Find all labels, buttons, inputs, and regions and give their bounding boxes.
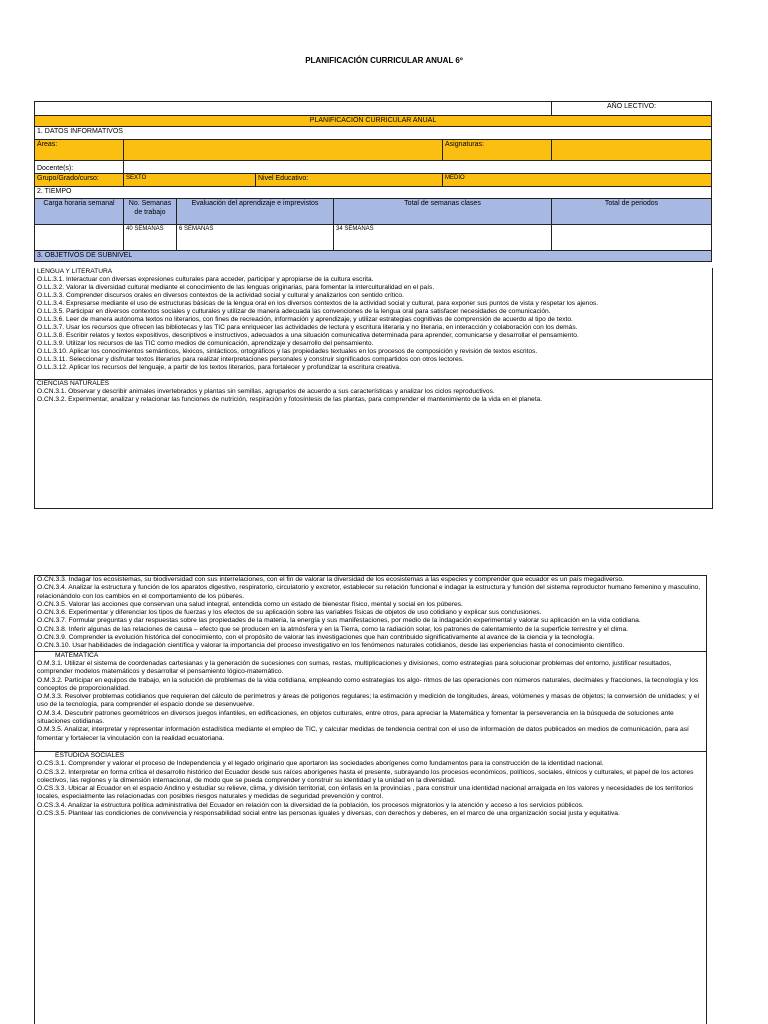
- col-total-semanas: Total de semanas clases: [334, 199, 552, 225]
- sociales-list: [37, 760, 704, 818]
- docente-label: Docente(s):: [35, 161, 124, 174]
- datos-informativos-label: 1. DATOS INFORMATIVOS: [35, 127, 712, 140]
- sociales-objective: O.CS.3.4. Analizar la estructura política administrativa del Ecuador en relación con la diversidad de la población, los procesos migratorios y la atención y acceso a los servicios públicos.: [37, 801, 584, 809]
- lengua-objective: O.LL.3.5. Participar en diversos contextos sociales y culturales y utilizar de manera adecuada las convenciones de la lengua oral para satisfacer necesidades de comunicación.: [37, 308, 551, 315]
- val-semanas-trabajo: 40 SEMANAS: [124, 225, 177, 251]
- areas-value[interactable]: [124, 140, 443, 161]
- col-total-periodos: Total de periodos: [552, 199, 712, 225]
- ciencias-objective: O.CN.3.2. Experimentar, analizar y relacionar las funciones de nutrición, respiración y fotosíntesis de las plantas, para comprender el mantenimiento de la vida en el planeta.: [37, 396, 543, 403]
- matematica-objective: O.M.3.3. Resolver problemas cotidianos que requieran del cálculo de perímetros y áreas de polígonos regulares; la estimación y medición de longitudes, áreas, volúmenes y masas de objetos; la conversión de unidades; y el uso de la tecnología, para comprender el espacio donde se desenvuelve.: [37, 693, 700, 709]
- ciencias-objective: O.CN.3.5. Valorar las acciones que conservan una salud integral, entendida como un estado de bienestar físico, mental y social en los púberes.: [37, 600, 463, 608]
- ciencias-objective: O.CN.3.6. Experimentar y diferenciar los tipos de fuerzas y los efectos de su aplicación sobre las variables físicas de objetos de uso cotidiano y explicar sus conclusiones.: [37, 609, 542, 617]
- lengua-objective: O.LL.3.11. Seleccionar y disfrutar textos literarios para realizar interpretaciones personales y construir significados compartidos con otros lectores.: [37, 356, 464, 363]
- val-total-semanas: 34 SEMANAS: [334, 225, 552, 251]
- sociales-objective: O.CS.3.1. Comprender y valorar el proceso de Independencia y el legado originario que aportaron las sociedades aborígenes como fundamentos para la construcción de la identidad nacional.: [37, 760, 604, 768]
- lengua-objective: O.LL.3.3. Comprender discursos orales en diversos contextos de la actividad social y cultural y analizarlos con sentido crítico.: [37, 292, 404, 299]
- lengua-objective: O.LL.3.10. Aplicar los conocimientos semánticos, léxicos, sintácticos, ortográficos y las propiedades textuales en los procesos de composición y revisión de textos escritos.: [37, 348, 538, 355]
- ciencias-objective: O.CN.3.3. Indagar los ecosistemas, su biodiversidad con sus interrelaciones, con el fin de valorar la diversidad de los ecosistemas a las especies y comprender que ecuador es un país megadiverso.: [37, 576, 624, 583]
- plan-title-bar: PLANIFICACIÓN CURRICULAR ANUAL: [35, 116, 712, 127]
- ciencias-objective: O.CN.3.9. Comprender la evolución histórica del conocimiento, con el propósito de valorar las investigaciones que han contribuido significativamente al avance de la ciencia y la tecnología.: [37, 634, 595, 642]
- docente-value[interactable]: [124, 161, 712, 174]
- grupo-value: SEXTO: [124, 174, 256, 187]
- val-evaluacion: 6 SEMANAS: [177, 225, 334, 251]
- matematica-heading: MATEMÁTICA: [55, 651, 99, 659]
- matematica-objective: O.M.3.4. Descubrir patrones geométricos en diversos juegos infantiles, en edificaciones, en objetos culturales, entre otros, para apreciar la Matemática y fomentar la perseverancia en la búsqueda de soluciones ante situaciones cotidianas.: [37, 709, 674, 726]
- lengua-list: [37, 276, 710, 372]
- datos-table: [34, 101, 712, 262]
- ciencias-heading: CIENCIAS NATURALES: [37, 380, 110, 387]
- anio-lectivo-label: AÑO LECTIVO:: [552, 102, 712, 116]
- ciencias-objective: O.CN.3.8. Inferir algunas de las relaciones de causa – efecto que se producen en la atmósfera y en la Tierra, como la radiación solar, los patrones de calentamiento de la superficie terrestre y el clima.: [37, 625, 629, 633]
- lengua-objective: O.LL.3.7. Usar los recursos que ofrecen las bibliotecas y las TIC para enriquecer las actividades de lectura y escritura literaria y no literaria, en interacción y colaboración con los demás.: [37, 324, 578, 331]
- ciencias-objective: O.CN.3.10. Usar habilidades de indagación científica y valorar la importancia del proceso investigativo en los fenómenos naturales cotidianos, desde las experiencias hasta el conocimiento científico.: [37, 642, 625, 650]
- sociales-objective: O.CS.3.5. Plantear las condiciones de convivencia y responsabilidad social entre las personas iguales y diversas, con derechos y deberes, en el marco de una organización social justa y equitativa.: [37, 810, 620, 818]
- nivel-label: Nivel Educativo:: [256, 174, 443, 187]
- ciencias-list-a: [37, 388, 710, 404]
- col-evaluacion: Evaluación del aprendizaje e imprevistos: [177, 199, 334, 225]
- ciencias-objective: O.CN.3.4. Analizar la estructura y función de los aparatos digestivo, respiratorio, circulatorio y excretor, establecer su relación funcional e indagar la estructura y función del sistema reproductor humano femenino y masculino, relacionándolo con los cambios en el comportamiento de los púberes.: [37, 584, 701, 600]
- ciencias-objective: O.CN.3.7. Formular preguntas y dar respuestas sobre las propiedades de la materia, la energía y sus manifestaciones, por medio de la indagación experimental y valorar su aplicación en la vida cotidiana.: [37, 617, 641, 625]
- sociales-objective: O.CS.3.3. Ubicar al Ecuador en el espacio Andino y estudiar su relieve, clima, y división territorial, con énfasis en la provincias , para construir una identidad nacional arraigada en los valores y necesidades de los territorios locales, especialmente las relacionadas con posibles riesgos naturales y medidas de seguridad prevención y control.: [37, 785, 694, 801]
- val-total-periodos[interactable]: [552, 225, 712, 251]
- grupo-label: Grupo/Grado/curso:: [35, 174, 124, 187]
- lengua-objective: O.LL.3.4. Expresarse mediante el uso de estructuras básicas de la lengua oral en los diversos contextos de la actividad social y cultural, para exponer sus puntos de vista y respetar los ajenos.: [37, 300, 599, 307]
- objetivos-block-1: [34, 268, 713, 509]
- lengua-heading: LENGUA Y LITERATURA: [37, 268, 113, 275]
- matematica-list: [37, 660, 704, 743]
- tiempo-label: 2. TIEMPO: [35, 187, 712, 199]
- col-semanas-trabajo: No. Semanas de trabajo: [124, 199, 177, 225]
- asignaturas-value[interactable]: [552, 140, 712, 161]
- matematica-objective: O.M.3.5. Analizar, interpretar y representar información estadística mediante el empleo de TIC, y calcular medidas de tendencia central con el uso de información de datos publicados en medios de comunicación, para así fomentar y fortalecer la vinculación con la realidad ecuatoriana.: [37, 726, 689, 742]
- lengua-objective: O.LL.3.6. Leer de manera autónoma textos no literarios, con fines de recreación, información y aprendizaje, y utilizar estrategias cognitivas de comprensión de acuerdo al tipo de texto.: [37, 316, 573, 323]
- matematica-objective: O.M.3.2. Participar en equipos de trabajo, en la solución de problemas de la vida cotidiana, empleando como estrategias los algo- ritmos de las operaciones con números naturales, decimales y fracciones, la tecnología y los conceptos de proporcionalidad.: [37, 676, 699, 692]
- lengua-objective: O.LL.3.12. Aplicar los recursos del lenguaje, a partir de los textos literarios, para fortalecer y profundizar la escritura creativa.: [37, 364, 401, 371]
- objetivos-block-2: [34, 575, 707, 1024]
- col-carga-horaria: Carga horaria semanal: [35, 199, 124, 225]
- document-title: PLANIFICACIÓN CURRICULAR ANUAL 6º: [305, 56, 463, 65]
- sociales-objective: O.CS.3.2. Interpretar en forma crítica el desarrollo histórico del Ecuador desde sus raíces aborígenes hasta el presente, subrayando los procesos económicos, políticos, sociales, étnicos y culturales, el papel de los actores colectivos, las regiones y la dimensión internacional, de modo que se pueda comprender y construir su identidad y la unidad en la diversidad.: [37, 768, 694, 784]
- sociales-heading: ESTUDIOA SOCIALES: [55, 751, 125, 759]
- anio-blank: [35, 102, 552, 116]
- lengua-objective: O.LL.3.1. Interactuar con diversas expresiones culturales para acceder, participar y apropiarse de la cultura escrita.: [37, 276, 374, 283]
- val-carga-horaria[interactable]: [35, 225, 124, 251]
- ciencias-list-b: [37, 576, 704, 651]
- asignaturas-label: Asignaturas:: [443, 140, 552, 161]
- objetivos-subnivel-label: 3. OBJETIVOS DE SUBNIVEL: [35, 251, 712, 262]
- areas-label: Áreas:: [35, 140, 124, 161]
- lengua-objective: O.LL.3.8. Escribir relatos y textos expositivos, descriptivos e instructivos, adecuados a una situación comunicativa determinada para aprender, comunicarse y desarrollar el pensamiento.: [37, 332, 579, 339]
- matematica-objective: O.M.3.1. Utilizar el sistema de coordenadas cartesianas y la generación de sucesiones con sumas, restas, multiplicaciones y divisiones, como estrategias para solucionar problemas del entorno, justificar resultados, comprender modelos matemáticos y desarrollar el pensamiento lógico-matemático.: [37, 659, 672, 676]
- nivel-value: MEDIO: [443, 174, 712, 187]
- lengua-objective: O.LL.3.2. Valorar la diversidad cultural mediante el conocimiento de las lenguas originarias, para fomentar la interculturalidad en el país.: [37, 284, 435, 291]
- ciencias-objective: O.CN.3.1. Observar y describir animales invertebrados y plantas sin semillas, agruparlos de acuerdo a sus características y analizar los ciclos reproductivos.: [37, 388, 495, 395]
- lengua-objective: O.LL.3.9. Utilizar los recursos de las TIC como medios de comunicación, aprendizaje y desarrollo del pensamiento.: [37, 340, 374, 347]
